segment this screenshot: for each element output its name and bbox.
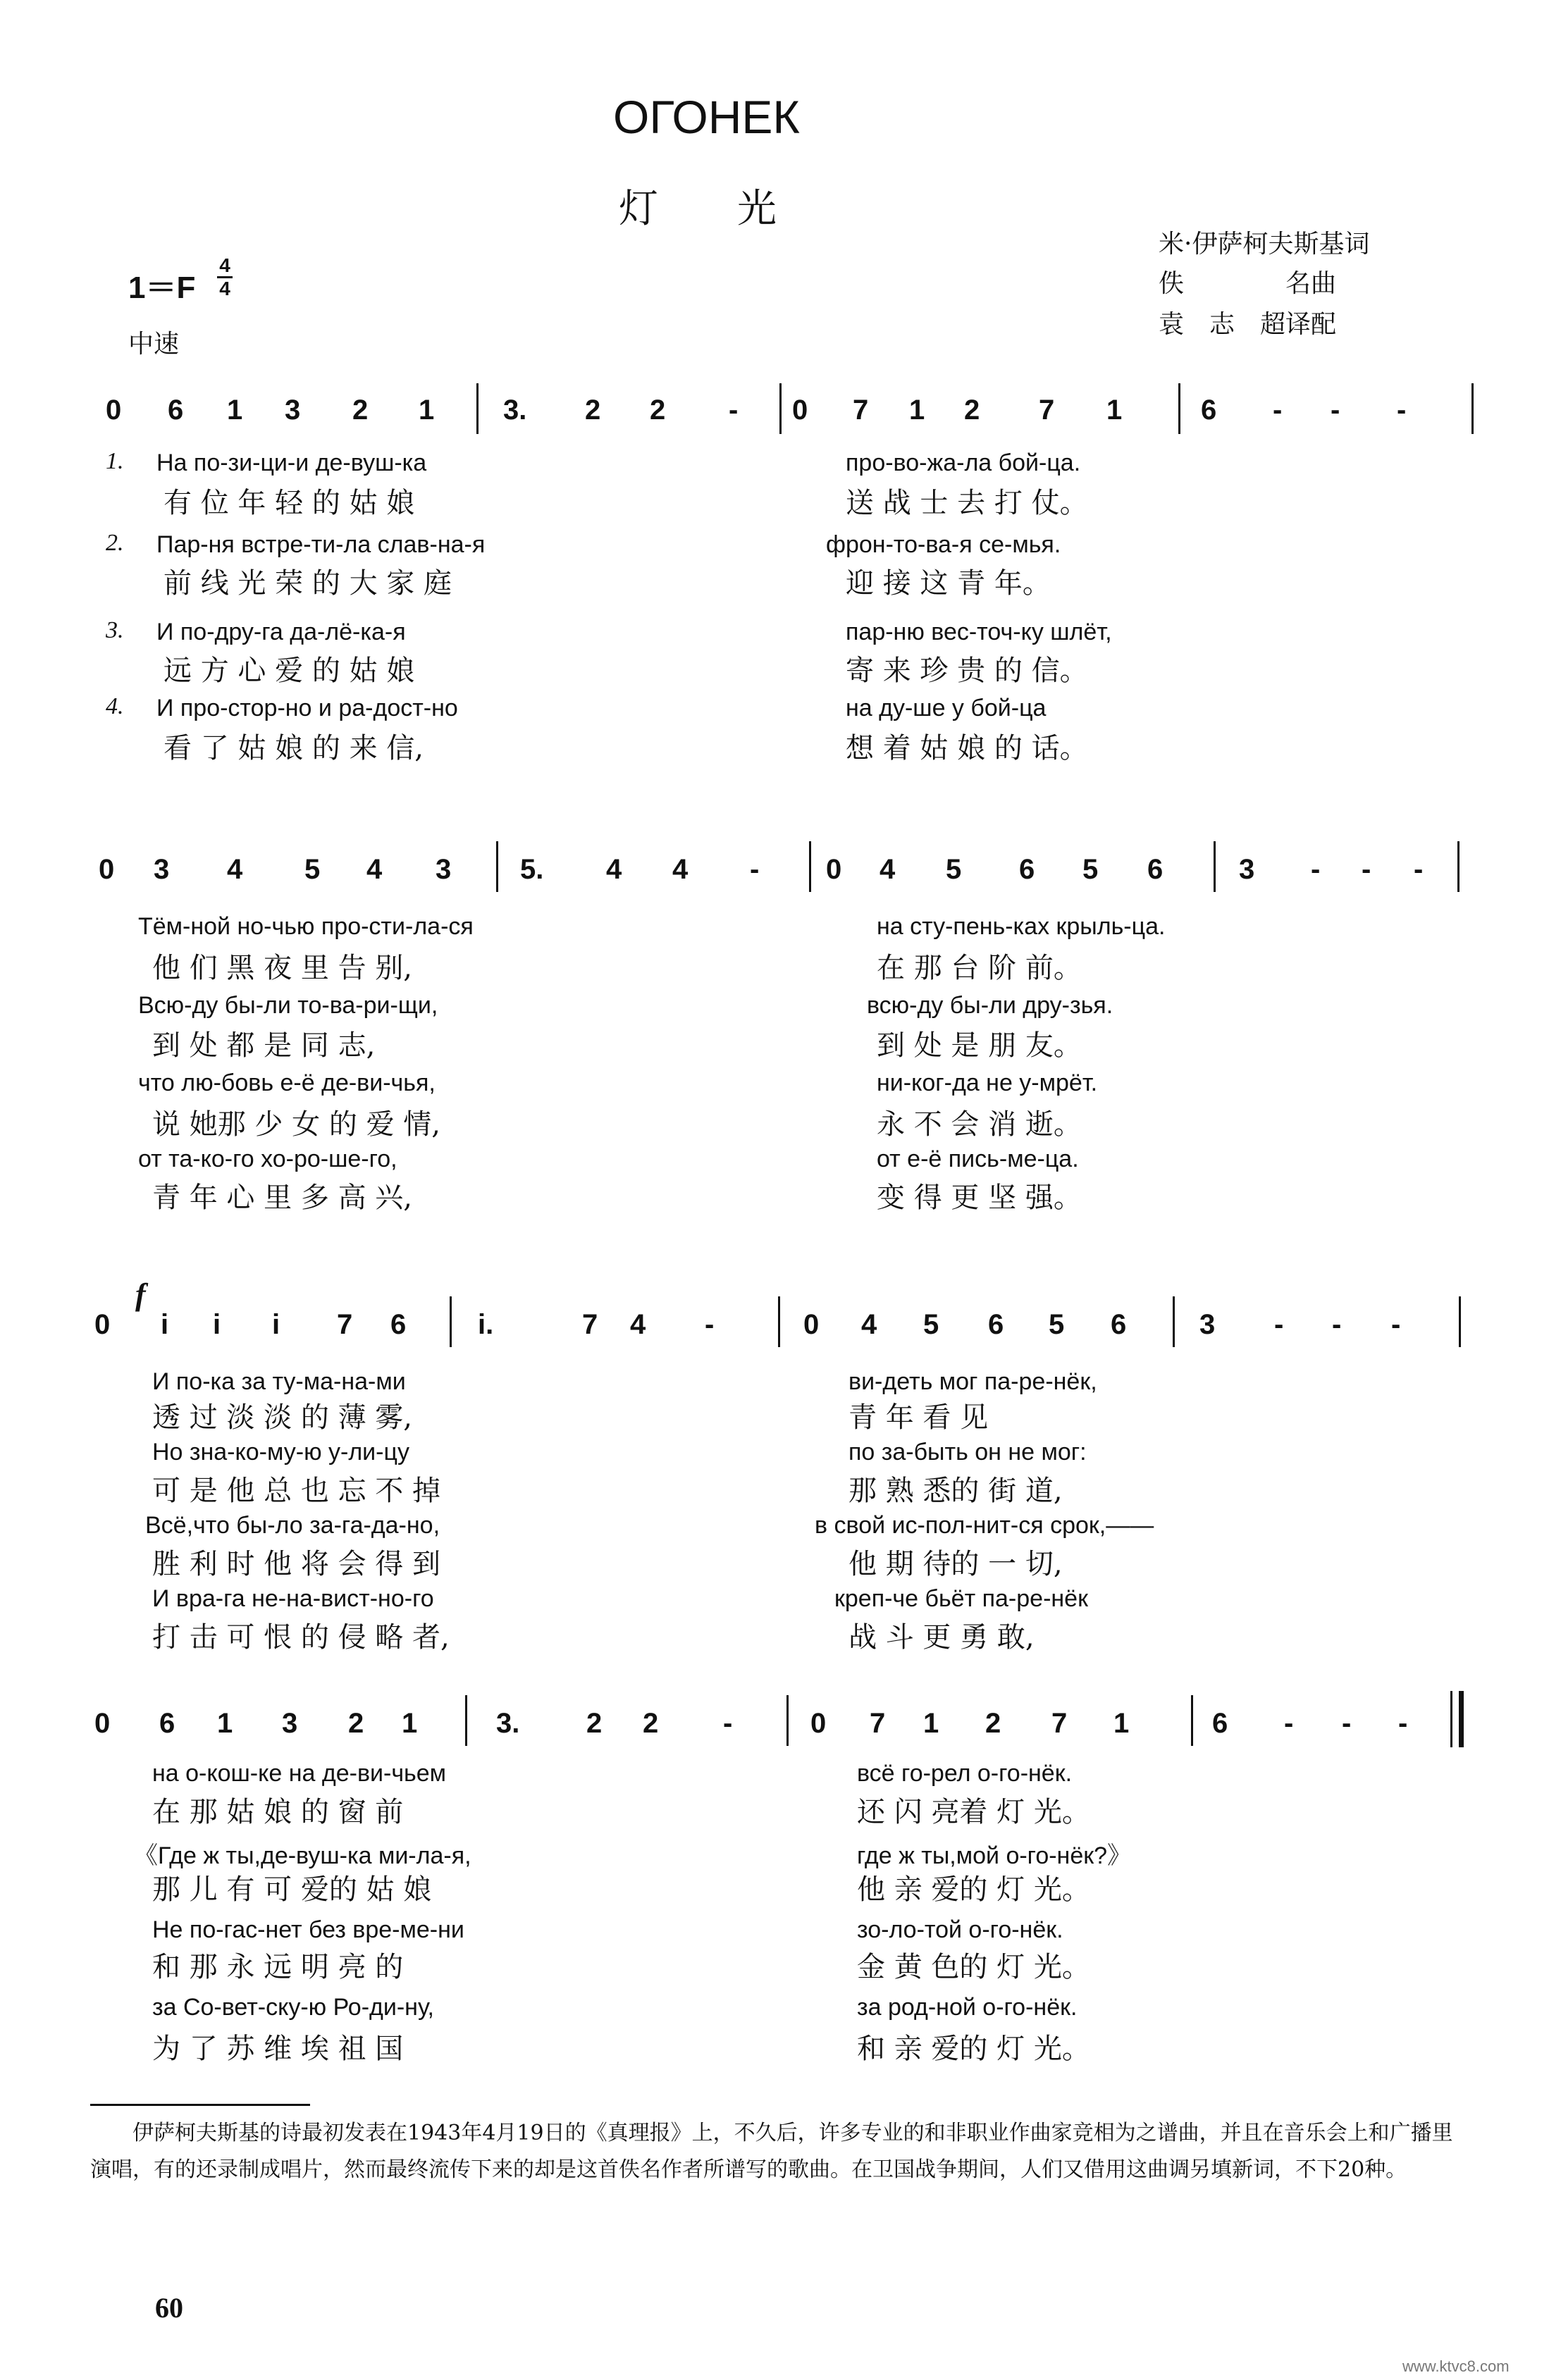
lyric-line-russian: всё го-рел о-го-нёк. [857,1760,1073,1787]
note: 5 [1049,1309,1065,1340]
lyric-line-chinese: 打 击 可 恨 的 侵 略 者, [152,1621,450,1654]
lyric-line-russian: за Со-вет-ску-ю Ро-ди-ну, [152,1994,434,2021]
lyric-line-chinese: 到 处 是 朋 友。 [877,1029,1082,1062]
note: 3 [282,1708,298,1739]
lyric-line-chinese: 变 得 更 坚 强。 [877,1182,1082,1214]
lyric-line-russian: на о-кош-ке на де-ви-чьем [152,1760,447,1787]
note: 2 [348,1708,364,1739]
time-signature-top: 4 [219,254,230,276]
note: 6 [390,1309,407,1340]
lyric-line-russian: на сту-пень-ках крыль-ца. [877,913,1166,940]
note: 4 [227,854,243,885]
final-barline-thin [1450,1691,1452,1747]
note: - [1331,395,1340,426]
note: 2 [585,395,601,426]
lyric-line-chinese: 透 过 淡 淡 的 薄 雾, [152,1401,413,1434]
lyricist-credit: 米·伊萨柯夫斯基词 [1159,230,1370,259]
lyric-line-russian: И вра-га не-на-вист-но-го [152,1585,434,1612]
lyric-line-russian: от е-ё пись-ме-ца. [877,1146,1079,1172]
note: - [729,395,739,426]
barline [1471,383,1474,434]
note: 6 [1201,395,1217,426]
note: - [1391,1309,1401,1340]
note: 4 [672,854,689,885]
note: 3 [1239,854,1255,885]
lyric-line-chinese: 看 了 姑 娘 的 来 信, [163,732,424,764]
note: 1 [1106,395,1123,426]
note: 2 [586,1708,603,1739]
note: - [1362,854,1371,885]
lyric-line-russian: Тём-ной но-чью про-сти-ла-ся [138,913,474,940]
note: 6 [1212,1708,1228,1739]
barline [1214,841,1216,892]
note: 1 [923,1708,939,1739]
lyric-line-russian: Всю-ду бы-ли то-ва-ри-щи, [138,992,438,1019]
note: 1 [1113,1708,1130,1739]
lyric-line-chinese: 为 了 苏 维 埃 祖 国 [152,2033,404,2065]
note: 2 [352,395,369,426]
tempo-marking: 中速 [128,330,180,359]
note: 0 [810,1708,827,1739]
lyric-line-russian: в свой ис-пол-нит-ся срок,—— [815,1512,1154,1539]
lyric-line-russian: на ду-ше у бой-ца [846,695,1047,721]
note: 4 [630,1309,646,1340]
note: - [750,854,760,885]
note: 7 [870,1708,886,1739]
note: 6 [1111,1309,1127,1340]
note: 0 [803,1309,820,1340]
lyric-line-chinese: 可 是 他 总 也 忘 不 掉 [152,1475,441,1507]
note: - [1332,1309,1342,1340]
note: 7 [1039,395,1055,426]
verse-number: 1. [106,448,124,474]
note: 7 [582,1309,598,1340]
watermark: www.ktvc8.com [1402,2357,1510,2375]
barline [1457,841,1459,892]
note: 6 [1019,854,1035,885]
lyric-line-russian: где ж ты,мой о-го-нёк?》 [857,1842,1132,1869]
barline [476,383,479,434]
note: 4 [861,1309,877,1340]
note: - [1398,1708,1408,1739]
lyric-line-russian: И по-дру-га да-лё-ка-я [156,619,406,645]
lyric-line-chinese: 到 处 都 是 同 志, [152,1029,376,1062]
note: 6 [168,395,184,426]
note: 6 [988,1309,1004,1340]
lyric-line-chinese: 青 年 心 里 多 高 兴, [152,1182,413,1214]
note: 3 [436,854,452,885]
note: 2 [650,395,666,426]
note: - [1414,854,1424,885]
lyric-line-russian: 《Где ж ты,де-вуш-ка ми-ла-я, [134,1842,471,1869]
lyric-line-russian: Всё,что бы-ло за-га-да-но, [145,1512,440,1539]
note: 1 [909,395,925,426]
note: 5 [923,1309,939,1340]
note: 0 [792,395,808,426]
translator-credit: 袁 志 超译配 [1159,310,1337,339]
barline [1178,383,1180,434]
note: - [723,1708,733,1739]
note: 3 [154,854,170,885]
note: 0 [106,395,122,426]
barline [1459,1296,1461,1347]
lyric-line-chinese: 在 那 台 阶 前。 [877,952,1082,984]
lyric-line-chinese: 在 那 姑 娘 的 窗 前 [152,1796,404,1828]
note: - [1273,395,1283,426]
lyric-line-russian: Но зна-ко-му-ю у-ли-цу [152,1439,409,1465]
verse-number: 4. [106,693,124,719]
note: 1 [402,1708,418,1739]
key-signature: 1＝F [128,271,196,305]
lyric-line-chinese: 青 年 看 见 [848,1401,989,1434]
note: - [1311,854,1321,885]
note: 4 [880,854,896,885]
verse-number: 3. [106,617,124,643]
note: 0 [826,854,842,885]
dynamic-marking: f [135,1277,146,1312]
lyric-line-russian: от та-ко-го хо-ро-ше-го, [138,1146,397,1172]
note: - [705,1309,715,1340]
lyric-line-russian: зо-ло-той о-го-нёк. [857,1916,1063,1943]
time-signature [217,255,233,299]
lyric-line-chinese: 那 熟 悉的 街 道, [848,1475,1063,1507]
lyric-line-russian: что лю-бовь е-ё де-ви-чья, [138,1070,436,1096]
note: - [1397,395,1407,426]
note: 1 [217,1708,233,1739]
note: - [1342,1708,1352,1739]
footnote-text: 伊萨柯夫斯基的诗最初发表在1943年4月19日的《真理报》上，不久后，许多专业的和非职业作曲家竞相为之谱曲，并且在音乐会上和广播里演唱，有的还录制成唱片，然而最终流传下来的却是这首佚名作者所谱写的歌曲。在卫国战争期间，人们又借用这曲调另填新词，不下20种。 [90,2121,1453,2182]
lyric-line-chinese: 他 期 待的 一 切, [848,1548,1063,1580]
note: 0 [99,854,115,885]
lyric-line-chinese: 远 方 心 爱 的 姑 娘 [163,655,415,687]
note: 3. [503,395,527,426]
lyric-line-chinese: 战 斗 更 勇 敢, [848,1621,1035,1654]
lyric-line-chinese: 胜 利 时 他 将 会 得 到 [152,1548,441,1580]
lyric-line-chinese: 他 亲 爱的 灯 光。 [857,1873,1090,1906]
lyric-line-russian: И про-стор-но и ра-дост-но [156,695,458,721]
lyric-line-chinese: 迎 接 这 青 年。 [846,567,1051,600]
lyric-line-chinese: 有 位 年 轻 的 姑 娘 [163,487,415,519]
note: i. [478,1309,494,1340]
lyric-line-russian: ни-ког-да не у-мрёт. [877,1070,1098,1096]
title-chinese: 灯 光 [619,186,777,232]
note: 2 [964,395,980,426]
lyric-line-chinese: 想 着 姑 娘 的 话。 [846,732,1088,764]
time-signature-bottom: 4 [219,278,230,299]
lyric-line-chinese: 前 线 光 荣 的 大 家 庭 [163,567,452,600]
lyric-line-russian: Не по-гас-нет без вре-ме-ни [152,1916,464,1943]
note: 7 [337,1309,353,1340]
verse-number: 2. [106,530,124,556]
lyric-line-chinese: 说 她那 少 女 的 爱 情, [152,1108,441,1141]
note: 4 [366,854,383,885]
lyric-line-chinese: 金 黄 色的 灯 光。 [857,1951,1090,1983]
composer-credit: 佚 名曲 [1159,269,1337,298]
lyric-line-chinese: 那 儿 有 可 爱的 姑 娘 [152,1873,432,1906]
note: 2 [985,1708,1001,1739]
lyric-line-russian: за род-ной о-го-нёк. [857,1994,1078,2021]
lyric-line-chinese: 他 们 黑 夜 里 告 别, [152,952,413,984]
lyric-line-russian: про-во-жа-ла бой-ца. [846,450,1081,476]
barline [779,383,782,434]
lyric-line-russian: пар-ню вес-точ-ку шлёт, [846,619,1112,645]
note: - [1284,1708,1294,1739]
barline [809,841,811,892]
note: 5 [304,854,321,885]
note: - [1274,1309,1284,1340]
note: 6 [1147,854,1164,885]
lyric-line-chinese: 和 那 永 远 明 亮 的 [152,1951,404,1983]
barline [786,1695,789,1746]
note: i [213,1309,221,1340]
lyric-line-chinese: 和 亲 爱的 灯 光。 [857,2033,1090,2065]
page-number: 60 [155,2292,183,2324]
note: 1 [419,395,435,426]
lyric-line-chinese: 送 战 士 去 打 仗。 [846,487,1088,519]
note: 0 [94,1309,111,1340]
note: i [272,1309,280,1340]
note: 3 [285,395,301,426]
final-barline-thick [1459,1691,1464,1747]
barline [778,1296,780,1347]
title-russian: ОГОНЕК [613,91,800,143]
note: 7 [1051,1708,1068,1739]
note: 5 [946,854,962,885]
note: 7 [853,395,869,426]
lyric-line-russian: по за-быть он не мог: [848,1439,1087,1465]
lyric-line-russian: фрон-то-ва-я се-мья. [826,531,1061,558]
barline [465,1695,467,1746]
lyric-line-chinese: 永 不 会 消 逝。 [877,1108,1082,1141]
lyric-line-russian: На по-зи-ци-и де-вуш-ка [156,450,427,476]
note: 4 [606,854,622,885]
note: 3. [496,1708,520,1739]
note: 3 [1199,1309,1216,1340]
note: 1 [227,395,243,426]
lyric-line-chinese: 还 闪 亮着 灯 光。 [857,1796,1090,1828]
barline [1173,1296,1175,1347]
lyric-line-russian: всю-ду бы-ли дру-зья. [867,992,1113,1019]
note: 5. [520,854,544,885]
lyric-line-russian: Пар-ня встре-ти-ла слав-на-я [156,531,486,558]
note: 0 [94,1708,111,1739]
note: 5 [1082,854,1099,885]
barline [450,1296,452,1347]
lyric-line-russian: ви-деть мог па-ре-нёк, [848,1368,1097,1395]
note: 6 [159,1708,175,1739]
lyric-line-russian: И по-ка за ту-ма-на-ми [152,1368,406,1395]
barline [1191,1695,1193,1746]
lyric-line-russian: креп-че бьёт па-ре-нёк [834,1585,1088,1612]
lyric-line-chinese: 寄 来 珍 贵 的 信。 [846,655,1088,687]
note: i [161,1309,169,1340]
footnote-divider [90,2104,310,2106]
note: 2 [643,1708,659,1739]
barline [496,841,498,892]
